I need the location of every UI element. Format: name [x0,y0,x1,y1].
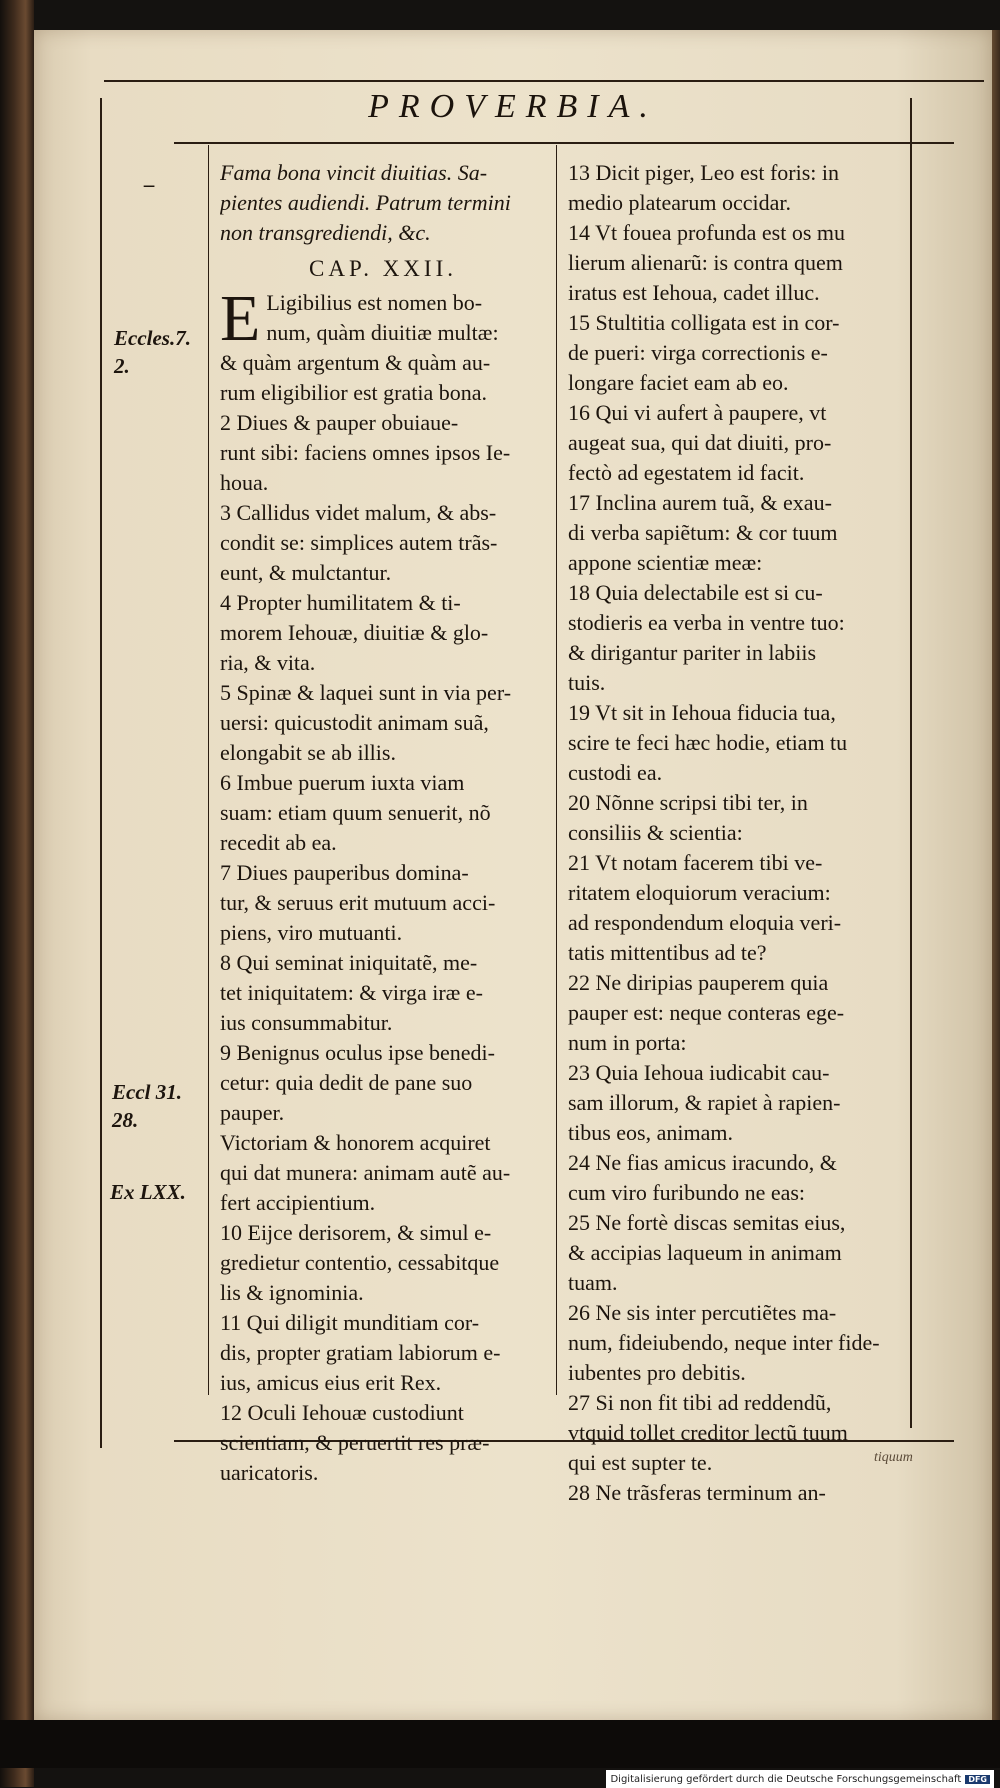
book-binding [0,0,34,1787]
verse-line: ad respondendum eloquia veri- [568,910,842,935]
verse-line: cetur: quia dedit de pane suo [220,1070,473,1095]
scan-border [0,1720,1000,1768]
verse-line: lis & ignominia. [220,1280,364,1305]
drop-capital: E [220,282,261,355]
verse-line: 16 Qui vi aufert à paupere, vt [568,400,827,425]
verse-line: eunt, & mulctantur. [220,560,392,585]
left-text-column [220,158,546,1488]
verse-line: tibus eos, animam. [568,1120,733,1145]
verse-line: gredietur contentio, cessabitque [220,1250,500,1275]
verse-line: di verba sapiẽtum: & cor tuum [568,520,838,545]
verse-line: fert accipientium. [220,1190,376,1215]
margin-note-eccles7: Eccles.7. [114,326,191,350]
verse-line: Victoriam & honorem acquiret [220,1130,491,1155]
verse-line: sam illorum, & rapiet à rapien- [568,1090,841,1115]
header-rule [174,142,954,144]
verse-line: scientiam, & peruertit res præ- [220,1430,490,1455]
chapter-summary-line: pientes audiendi. Patrum termini [220,190,511,215]
verse-line: ria, & vita. [220,650,316,675]
verse-line: tatis mittentibus ad te? [568,940,767,965]
verse-line: 12 Oculi Iehouæ custodiunt [220,1400,464,1425]
verse-line: piens, viro mutuanti. [220,920,403,945]
verse-line: 18 Quia delectabile est si cu- [568,580,823,605]
right-text-column [568,158,906,1508]
verse-line: runt sibi: faciens omnes ipsos Ie- [220,440,511,465]
verse-line: 26 Ne sis inter percutiẽtes ma- [568,1300,837,1325]
verse-line: 2 Diues & pauper obuiaue- [220,410,459,435]
verse-line: de pueri: virga correctionis e- [568,340,828,365]
verse-line: 25 Ne fortè discas semitas eius, [568,1210,846,1235]
verse-line: lierum alienarũ: is contra quem [568,250,843,275]
chapter-summary-line: non transgrediendi, &c. [220,220,431,245]
verse-line: consiliis & scientia: [568,820,743,845]
verse-line: iubentes pro debitis. [568,1360,746,1385]
verse-line: scire te feci hæc hodie, etiam tu [568,730,848,755]
outer-left-rule [100,98,102,1448]
verse-line: 8 Qui seminat iniquitatẽ, me- [220,950,478,975]
verse-line: num in porta: [568,1030,687,1055]
verse-line: rum eligibilior est gratia bona. [220,380,487,405]
verse-line: dis, propter gratiam labiorum e- [220,1340,501,1365]
right-verse-lines [568,158,906,1508]
verse-line: 20 Nõnne scripsi tibi ter, in [568,790,808,815]
running-header: PROVERBIA. [368,88,658,125]
verse-line: houa. [220,470,269,495]
verse-line: 9 Benignus oculus ipse benedi- [220,1040,495,1065]
outer-right-rule [910,98,912,1428]
verse-line: 3 Callidus videt malum, & abs- [220,500,497,525]
verse-line: 23 Quia Iehoua iudicabit cau- [568,1060,830,1085]
verse-line: medio platearum occidar. [568,190,791,215]
verse-line: qui dat munera: animam autẽ au- [220,1160,511,1185]
margin-rule [208,145,209,1395]
verse-line: Ligibilius est nomen bo- [266,290,483,315]
verse-line: longare faciet eam ab eo. [568,370,789,395]
verse-line: ius, amicus eius erit Rex. [220,1370,442,1395]
verse-line: 19 Vt sit in Iehoua fiducia tua, [568,700,836,725]
verse-line: ritatem eloquiorum veracium: [568,880,831,905]
margin-dash: – [144,172,155,196]
verse-line: custodi ea. [568,760,663,785]
verse-line: 17 Inclina aurem tuã, & exau- [568,490,832,515]
verse-line: fectò ad egestatem id facit. [568,460,805,485]
verse-line: uersi: quicustodit animam suã, [220,710,489,735]
verse-line: vtquid tollet creditor lectũ tuum [568,1420,848,1445]
verse-line: 7 Diues pauperibus domina- [220,860,469,885]
verse-line: 10 Eijce derisorem, & simul e- [220,1220,492,1245]
margin-note-eccl31: Eccl 31. [112,1080,182,1104]
verse-line: cum viro furibundo ne eas: [568,1180,806,1205]
credit-text: Digitalisierung gefördert durch die Deutsche Forschungsgemeinschaft [610,1773,962,1785]
top-rule [104,80,984,82]
verse-line: ius consummabitur. [220,1010,393,1035]
verse-line: 5 Spinæ & laquei sunt in via per- [220,680,512,705]
verse-line: & dirigantur pariter in labiis [568,640,817,665]
verse-line: 28 Ne trãsferas terminum an- [568,1480,826,1505]
verse-line: stodieris ea verba in ventre tuo: [568,610,845,635]
verse-line: recedit ab ea. [220,830,337,855]
chapter-summary-line: Fama bona vincit diuitias. Sa- [220,160,488,185]
verse-line: tuam. [568,1270,618,1295]
verse-line: tur, & seruus erit mutuum acci- [220,890,496,915]
verse-line: 15 Stultitia colligata est in cor- [568,310,840,335]
verse-line: appone scientiæ meæ: [568,550,763,575]
column-divider [556,145,557,1395]
verse-line: qui est supter te. [568,1450,713,1475]
verse-line: 27 Si non fit tibi ad reddendũ, [568,1390,832,1415]
verse-line: num, fideiubendo, neque inter fide- [568,1330,880,1355]
verse-line: 22 Ne diripias pauperem quia [568,970,829,995]
verse-line: 14 Vt fouea profunda est os mu [568,220,845,245]
verse-line: tuis. [568,670,606,695]
verse-line: pauper est: neque conteras ege- [568,1000,845,1025]
verse-line: 13 Dicit piger, Leo est foris: in [568,160,840,185]
catchword: tiquum [874,1450,913,1465]
verse-line: iratus est Iehoua, cadet illuc. [568,280,820,305]
left-verse-lines [220,408,546,1488]
margin-note-eccles7-verse: 2. [114,354,130,378]
chapter-heading: CAP. XXII. [309,256,457,281]
verse-line: augeat sua, qui dat diuiti, pro- [568,430,832,455]
verse-line: morem Iehouæ, diuitiæ & glo- [220,620,489,645]
verse-line: num, quàm diuitiæ multæ: [266,320,499,345]
verse-line: 11 Qui diligit munditiam cor- [220,1310,480,1335]
margin-note-eccl31-verse: 28. [112,1108,139,1132]
verse-line: 4 Propter humilitatem & ti- [220,590,461,615]
verse-line: & accipias laqueum in animam [568,1240,842,1265]
verse-line: condit se: simplices autem trãs- [220,530,498,555]
margin-note-lxx: Ex LXX. [110,1180,186,1204]
verse-line: tet iniquitatem: & virga iræ e- [220,980,483,1005]
verse-line: elongabit se ab illis. [220,740,396,765]
verse-line: suam: etiam quum senuerit, nõ [220,800,491,825]
verse-line: uaricatoris. [220,1460,319,1485]
digitization-credit [606,1770,994,1788]
verse-1 [220,282,546,408]
verse-line: 6 Imbue puerum iuxta viam [220,770,465,795]
verse-line: 24 Ne fias amicus iracundo, & [568,1150,837,1175]
book-page [34,30,992,1720]
verse-line: & quàm argentum & quàm au- [220,350,491,375]
dfg-logo: DFG [965,1775,990,1784]
verse-line: pauper. [220,1100,285,1125]
verse-line: 21 Vt notam facerem tibi ve- [568,850,823,875]
